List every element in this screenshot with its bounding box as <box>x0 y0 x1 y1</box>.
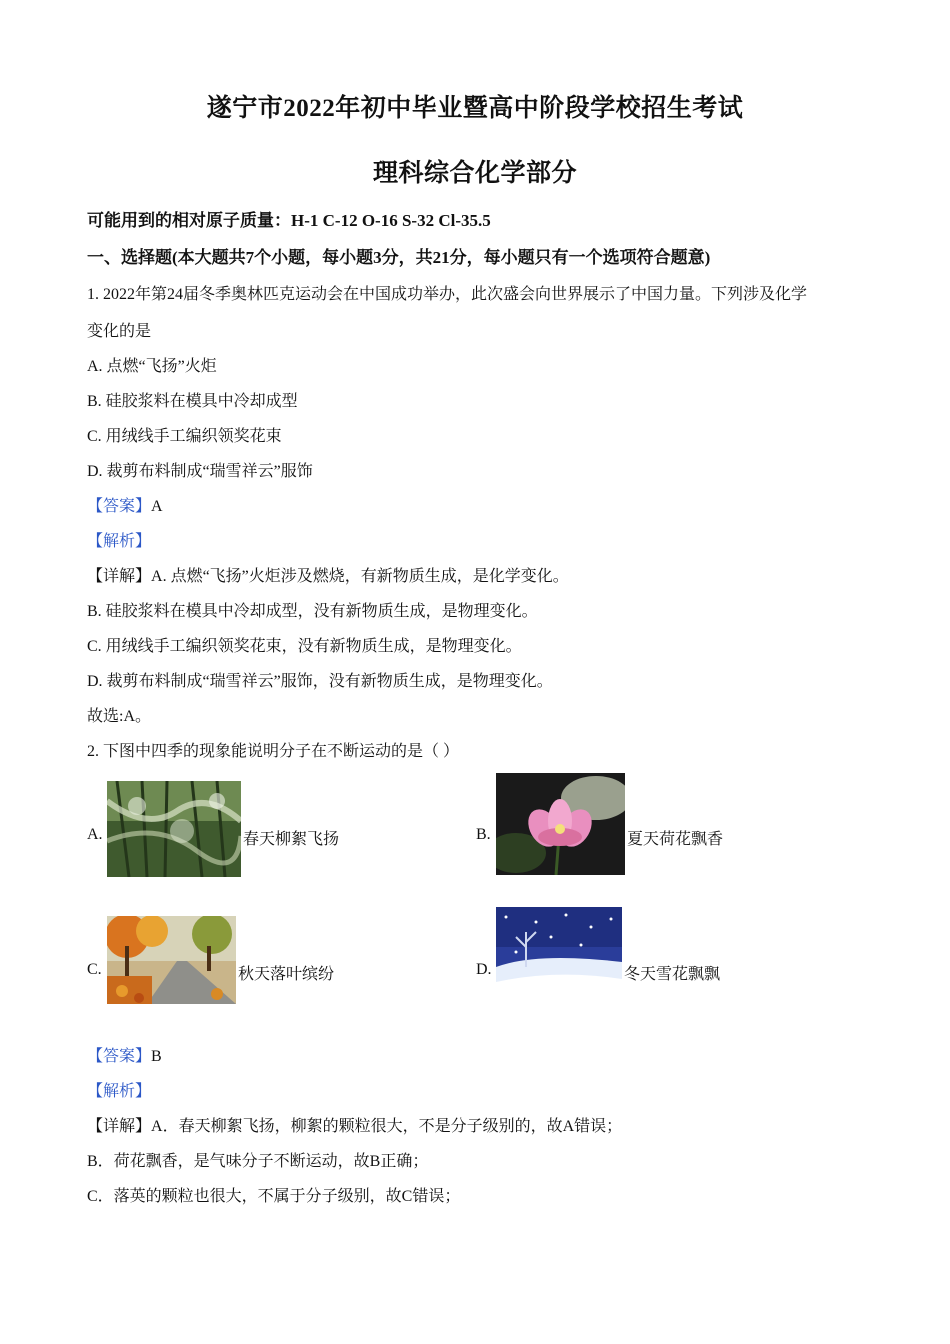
q2-explain-c: C．落英的颗粒也很大，不属于分子级别，故C错误； <box>87 1188 461 1205</box>
exam-title: 遂宁市2022年初中毕业暨高中阶段学校招生考试 <box>206 95 744 122</box>
q2-explain-b: B．荷花飘香，是气味分子不断运动，故B正确； <box>87 1153 429 1170</box>
q1-option-a: A. 点燃“飞扬”火炬 <box>87 358 217 375</box>
q2-option-b-label: B. <box>476 826 491 843</box>
atomic-mass-note: 可能用到的相对原子质量：H-1 C-12 O-16 S-32 Cl-35.5 <box>87 211 491 230</box>
q1-conclusion: 故选:A。 <box>87 708 152 725</box>
winter-snow-image <box>496 907 622 1005</box>
autumn-leaves-image <box>107 916 236 1004</box>
q1-explain-b: B. 硅胶浆料在模具中冷却成型，没有新物质生成，是物理变化。 <box>87 603 538 620</box>
q1-explain-a <box>87 566 867 588</box>
q2-analysis-tag: 【解析】 <box>87 1083 152 1100</box>
answer-value: B <box>151 1048 162 1065</box>
section-title: 一、选择题(本大题共7个小题，每小题3分，共21分，每小题只有一个选项符合题意) <box>87 248 711 267</box>
q1-explain-c: C. 用绒线手工编织领奖花束，没有新物质生成，是物理变化。 <box>87 638 522 655</box>
detail-tag: 【详解】 <box>87 1118 152 1135</box>
explain-text: A. 点燃“飞扬”火炬涉及燃烧，有新物质生成，是化学变化。 <box>151 568 569 585</box>
answer-tag: 【答案】 <box>87 1048 152 1065</box>
q2-option-b-caption: 夏天荷花飘香 <box>627 831 724 848</box>
q2-option-c-caption: 秋天落叶缤纷 <box>238 966 335 983</box>
q1-option-b: B. 硅胶浆料在模具中冷却成型 <box>87 393 298 410</box>
q2-option-a-caption: 春天柳絮飞扬 <box>243 831 340 848</box>
answer-tag: 【答案】 <box>87 498 152 515</box>
q2-stem: 2. 下图中四季的现象能说明分子在不断运动的是（ ） <box>87 743 460 760</box>
answer-value: A <box>151 498 163 515</box>
q2-answer <box>87 1046 867 1068</box>
q1-option-c: C. 用绒线手工编织领奖花束 <box>87 428 282 445</box>
q2-option-c-label: C. <box>87 961 102 978</box>
q1-option-d: D. 裁剪布料制成“瑞雪祥云”服饰 <box>87 463 313 480</box>
q2-explain-a <box>87 1116 867 1138</box>
q1-stem-line2: 变化的是 <box>87 323 152 340</box>
lotus-flower-image <box>496 773 625 875</box>
exam-subtitle: 理科综合化学部分 <box>372 160 577 187</box>
willow-catkins-image <box>107 781 241 877</box>
q1-explain-d: D. 裁剪布料制成“瑞雪祥云”服饰，没有新物质生成，是物理变化。 <box>87 673 553 690</box>
explain-text: A．春天柳絮飞扬，柳絮的颗粒很大，不是分子级别的，故A错误； <box>151 1118 623 1135</box>
q1-stem-line1: 1. 2022年第24届冬季奥林匹克运动会在中国成功举办，此次盛会向世界展示了中国力量。下列涉及化学 <box>87 286 808 303</box>
q1-answer <box>87 496 867 518</box>
q2-option-d-caption: 冬天雪花飘飘 <box>624 966 721 983</box>
q2-option-d-label: D. <box>476 961 492 978</box>
q1-analysis-tag: 【解析】 <box>87 533 152 550</box>
q2-option-a-label: A. <box>87 826 103 843</box>
detail-tag: 【详解】 <box>87 568 152 585</box>
